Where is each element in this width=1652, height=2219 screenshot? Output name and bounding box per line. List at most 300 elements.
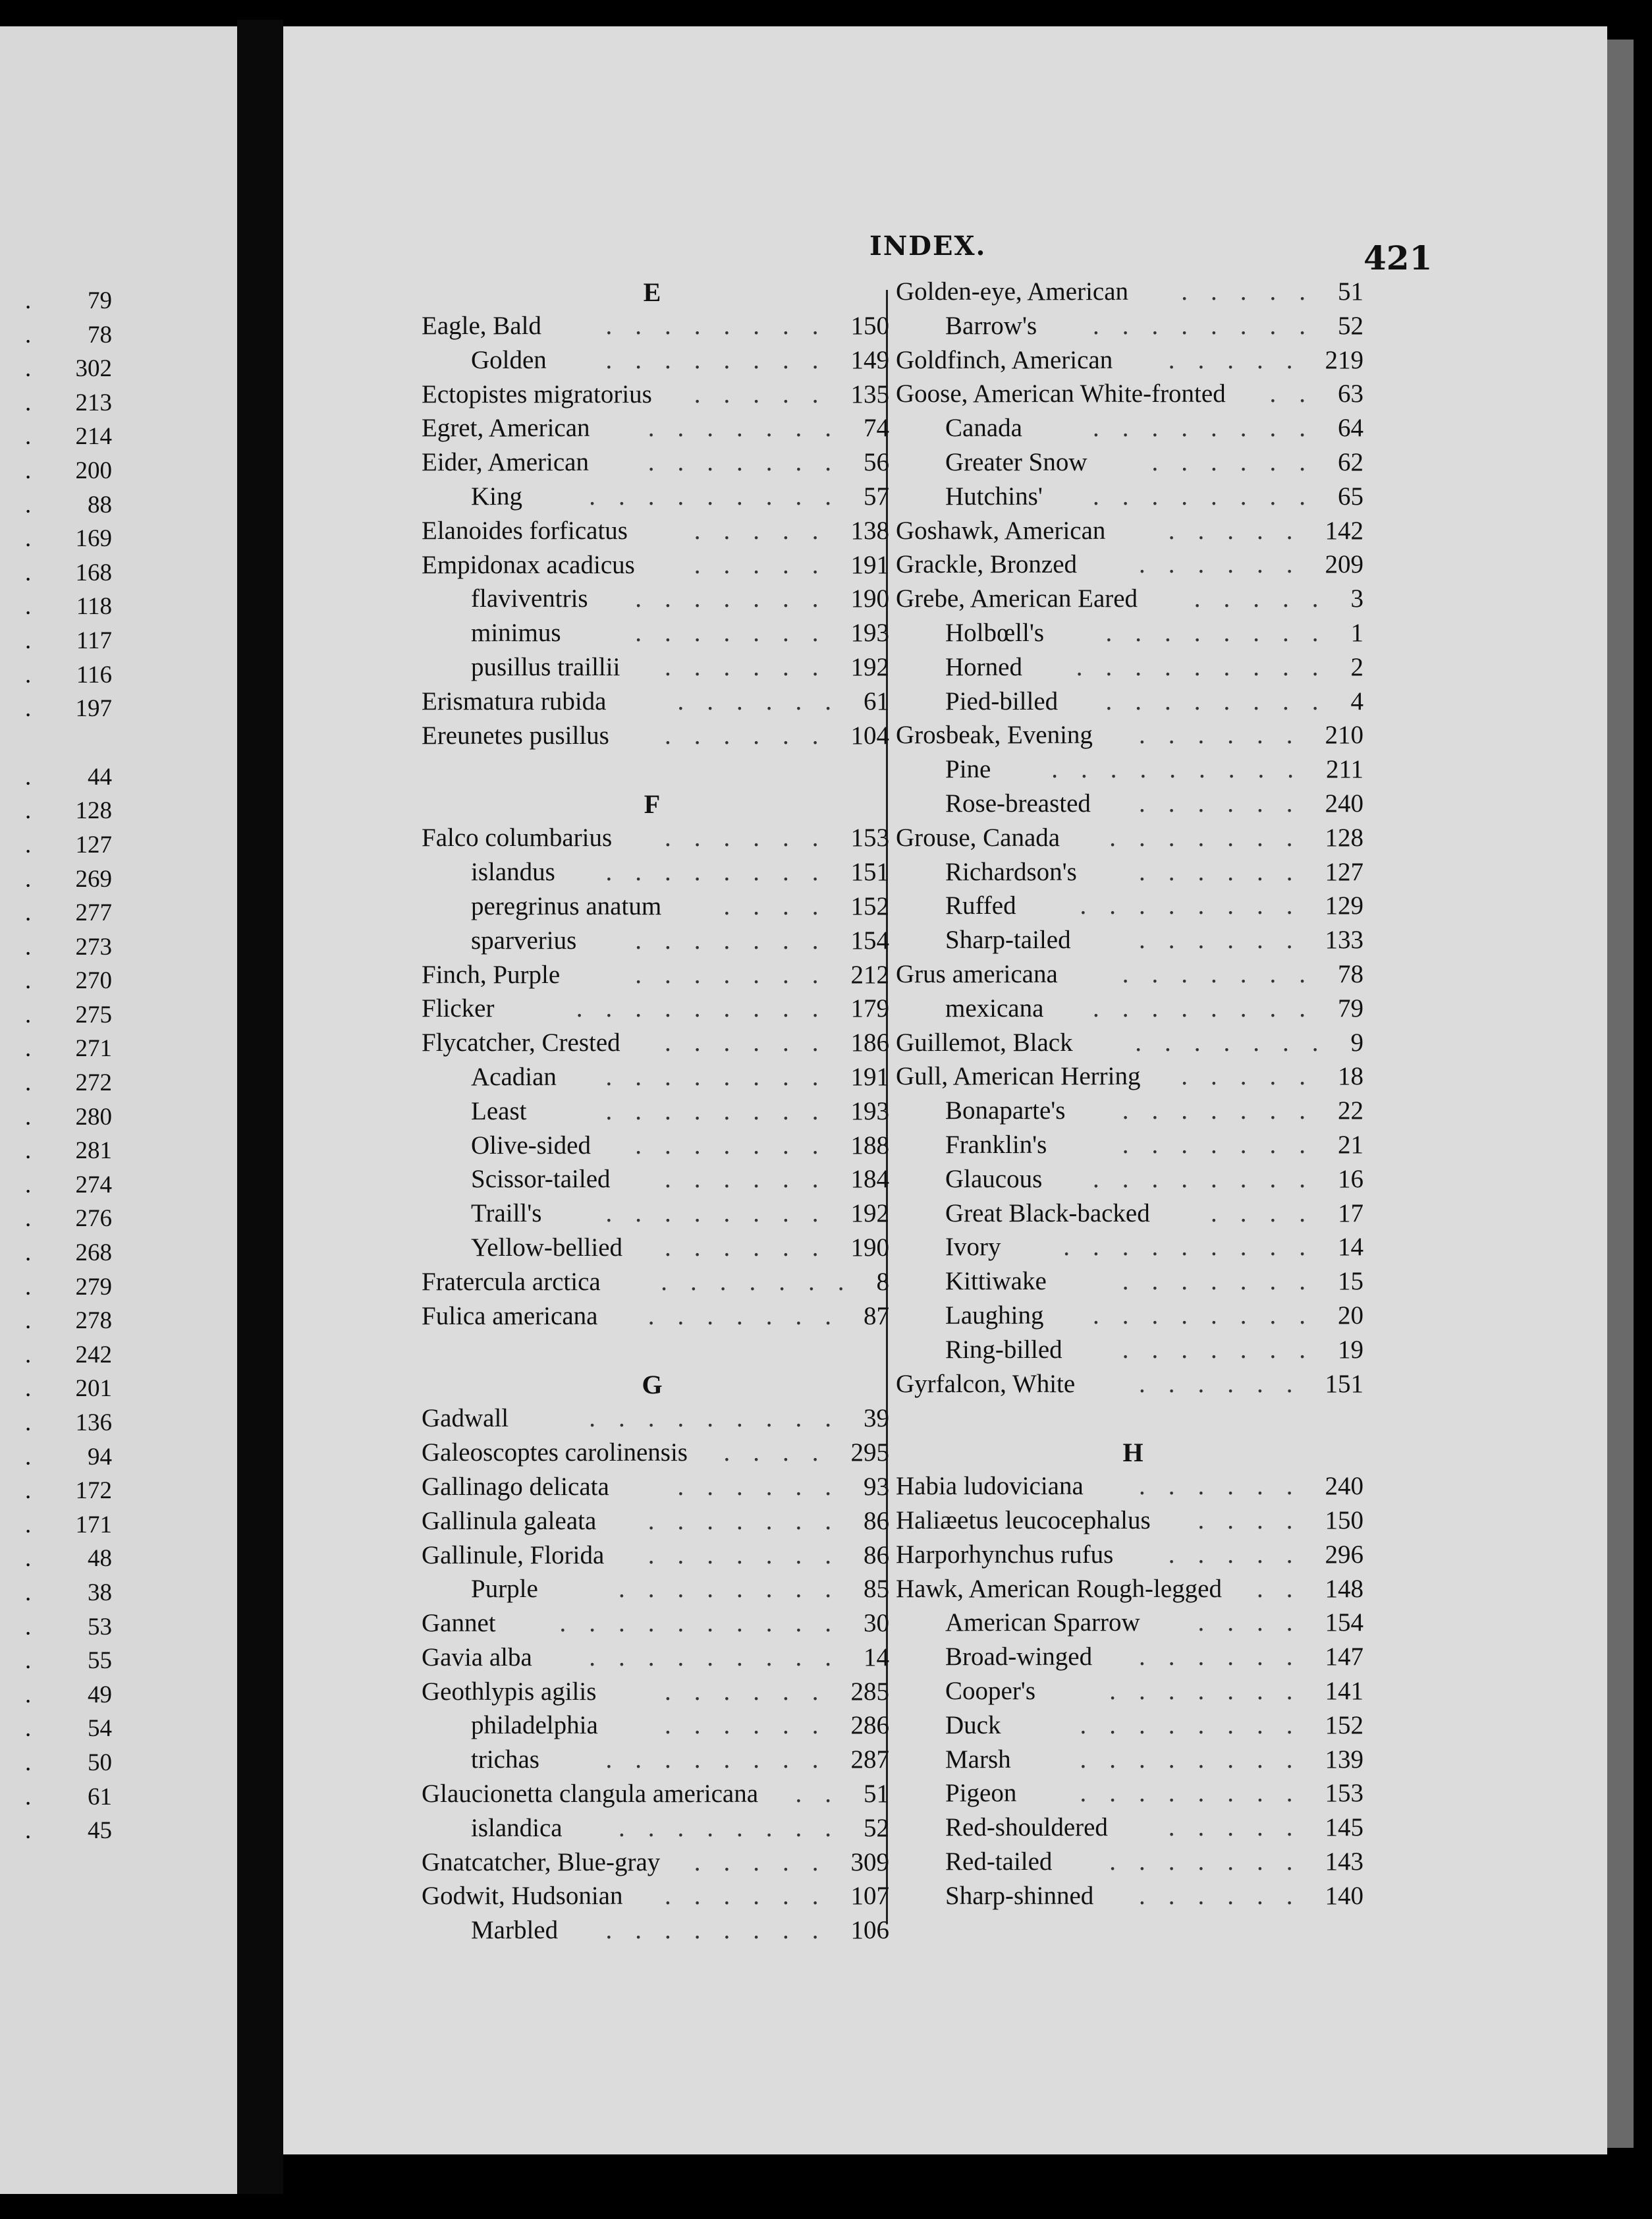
entry-name: flaviventris bbox=[471, 584, 588, 613]
index-entry bbox=[883, 1642, 1383, 1676]
facing-page-number: 44 bbox=[88, 763, 112, 791]
entry-page: 133 bbox=[1325, 926, 1363, 955]
leader-dot: . bbox=[25, 1069, 32, 1097]
entry-page: 143 bbox=[1325, 1847, 1363, 1876]
entry-page: 153 bbox=[1325, 1779, 1363, 1808]
leader-dot: . bbox=[25, 933, 32, 961]
facing-page-number: 171 bbox=[75, 1511, 112, 1538]
index-entry bbox=[408, 1096, 896, 1131]
leader-dots: ..... bbox=[1168, 1813, 1316, 1842]
leader-dots: .... bbox=[723, 891, 842, 920]
leader-dot: . bbox=[25, 1171, 32, 1198]
leader-dot: . bbox=[25, 1137, 32, 1165]
book-gutter bbox=[237, 20, 283, 2194]
entry-name: peregrinus anatum bbox=[471, 891, 662, 920]
index-entry bbox=[883, 413, 1383, 447]
index-column-left bbox=[408, 277, 896, 1950]
facing-page-entry bbox=[0, 1714, 132, 1749]
leader-dots: ......... bbox=[1063, 1233, 1329, 1262]
entry-page: 191 bbox=[850, 550, 889, 579]
leader-dots: ....... bbox=[1122, 1096, 1329, 1125]
entry-page: 51 bbox=[1338, 277, 1363, 306]
index-entry bbox=[408, 1677, 896, 1711]
entry-page: 148 bbox=[1325, 1574, 1363, 1603]
entry-name: trichas bbox=[471, 1745, 539, 1774]
facing-page-number: 55 bbox=[88, 1647, 112, 1675]
leader-dots: ........ bbox=[1105, 618, 1342, 647]
entry-page: 52 bbox=[864, 1813, 889, 1842]
leader-dots: ......... bbox=[589, 482, 854, 511]
index-entry bbox=[883, 823, 1383, 857]
facing-page-number: 276 bbox=[75, 1205, 112, 1233]
entry-page: 151 bbox=[1325, 1369, 1363, 1398]
facing-page-number: 269 bbox=[75, 865, 112, 893]
leader-dots: ...... bbox=[665, 652, 842, 681]
leader-dot: . bbox=[25, 1307, 32, 1335]
index-entry bbox=[883, 857, 1383, 891]
leader-dots: ..... bbox=[1181, 1062, 1329, 1091]
entry-name: Gallinule, Florida bbox=[422, 1540, 605, 1569]
leader-dot: . bbox=[25, 389, 32, 416]
facing-page-entry bbox=[0, 1579, 132, 1613]
entry-page: 240 bbox=[1325, 789, 1363, 818]
index-entry bbox=[408, 516, 896, 550]
leader-dots: ....... bbox=[647, 414, 854, 443]
index-entry bbox=[883, 379, 1383, 413]
leader-dot: . bbox=[25, 1001, 32, 1028]
facing-page-entry bbox=[0, 1069, 132, 1103]
leader-dot: . bbox=[25, 1749, 32, 1776]
entry-page: 104 bbox=[850, 721, 889, 750]
facing-page-number: 275 bbox=[75, 1001, 112, 1028]
entry-page: 140 bbox=[1325, 1881, 1363, 1910]
facing-page-number: 168 bbox=[75, 559, 112, 586]
index-entry bbox=[883, 584, 1383, 618]
index-entry bbox=[408, 1847, 896, 1882]
leader-dots: ........ bbox=[605, 1062, 842, 1091]
entry-page: 15 bbox=[1338, 1267, 1363, 1296]
section-spacer bbox=[883, 1403, 1383, 1437]
entry-name: Haliæetus leucocephalus bbox=[896, 1506, 1151, 1535]
entry-page: 21 bbox=[1338, 1130, 1363, 1159]
leader-dot: . bbox=[25, 593, 32, 621]
facing-page-number: 214 bbox=[75, 423, 112, 451]
facing-page-entry bbox=[0, 1341, 132, 1375]
index-entry bbox=[408, 447, 896, 482]
page-edge bbox=[1607, 40, 1634, 2148]
index-entry bbox=[408, 482, 896, 516]
facing-page-entry bbox=[0, 1374, 132, 1409]
index-entry bbox=[408, 1267, 896, 1301]
facing-page-number: 201 bbox=[75, 1375, 112, 1403]
index-entry bbox=[408, 1608, 896, 1643]
facing-page-number: 49 bbox=[88, 1681, 112, 1708]
leader-dots: ......... bbox=[1051, 755, 1317, 784]
leader-dots: ..... bbox=[1194, 584, 1342, 613]
entry-name: Rose-breasted bbox=[945, 789, 1091, 818]
entry-name: Goshawk, American bbox=[896, 516, 1106, 545]
leader-dots: ........ bbox=[1080, 891, 1316, 920]
entry-name: Marbled bbox=[471, 1916, 559, 1945]
index-entry bbox=[408, 1438, 896, 1472]
entry-page: 127 bbox=[1325, 857, 1363, 886]
index-entry bbox=[883, 482, 1383, 516]
entry-page: 184 bbox=[850, 1165, 889, 1194]
facing-page-entry bbox=[0, 1001, 132, 1035]
index-entry bbox=[883, 1778, 1383, 1812]
entry-page: 65 bbox=[1338, 482, 1363, 511]
leader-dots: ...... bbox=[665, 1233, 842, 1262]
index-entry bbox=[408, 1813, 896, 1847]
facing-page-number: 280 bbox=[75, 1103, 112, 1131]
entry-page: 20 bbox=[1338, 1301, 1363, 1330]
entry-page: 2 bbox=[1350, 652, 1363, 681]
entry-name: Marsh bbox=[945, 1745, 1011, 1774]
leader-dots: ...... bbox=[665, 1711, 842, 1740]
entry-page: 212 bbox=[850, 960, 889, 989]
index-entry bbox=[883, 1164, 1383, 1198]
leader-dot: . bbox=[25, 797, 32, 825]
entry-page: 106 bbox=[850, 1916, 889, 1945]
index-entry bbox=[883, 1301, 1383, 1335]
leader-dot: . bbox=[25, 321, 32, 349]
entry-page: 8 bbox=[876, 1267, 889, 1296]
leader-dots: ..... bbox=[1168, 345, 1316, 374]
entry-name: Pied-billed bbox=[945, 687, 1059, 716]
leader-dots: ...... bbox=[1139, 1369, 1316, 1398]
leader-dots: ...... bbox=[1139, 721, 1316, 750]
entry-name: Pigeon bbox=[945, 1779, 1017, 1808]
index-entry bbox=[883, 1369, 1383, 1403]
entry-name: Hutchins' bbox=[945, 482, 1043, 511]
index-entry bbox=[883, 720, 1383, 754]
leader-dots: ........ bbox=[1093, 1164, 1329, 1193]
facing-page-number: 50 bbox=[88, 1749, 112, 1776]
entry-page: 188 bbox=[850, 1131, 889, 1160]
facing-page-entry bbox=[0, 1306, 132, 1341]
entry-name: Goose, American White-fronted bbox=[896, 379, 1226, 408]
leader-dots: ........ bbox=[605, 312, 842, 340]
facing-page-entry bbox=[0, 321, 132, 355]
entry-name: Richardson's bbox=[945, 857, 1077, 886]
entry-name: Hawk, American Rough-legged bbox=[896, 1574, 1222, 1603]
leader-dots: ..... bbox=[694, 516, 842, 545]
index-entry bbox=[408, 1403, 896, 1438]
facing-page-entry bbox=[0, 1443, 132, 1477]
entry-name: Purple bbox=[471, 1575, 538, 1604]
leader-dot: . bbox=[25, 1579, 32, 1606]
index-entry bbox=[883, 994, 1383, 1028]
index-entry bbox=[883, 1232, 1383, 1266]
facing-page-entry bbox=[0, 1204, 132, 1239]
index-entry bbox=[883, 1266, 1383, 1301]
leader-dots: .... bbox=[1211, 1198, 1329, 1227]
entry-name: Red-shouldered bbox=[945, 1813, 1108, 1842]
facing-page-number: 94 bbox=[88, 1443, 112, 1471]
facing-page-number: 278 bbox=[75, 1307, 112, 1335]
leader-dot: . bbox=[25, 457, 32, 484]
entry-name: Elanoides forficatus bbox=[422, 516, 628, 545]
entry-name: Holbœll's bbox=[945, 618, 1045, 647]
leader-dots: ......... bbox=[589, 1643, 854, 1671]
facing-page-number: 128 bbox=[75, 797, 112, 825]
entry-page: 63 bbox=[1338, 379, 1363, 408]
entry-page: 79 bbox=[1338, 994, 1363, 1023]
entry-page: 141 bbox=[1325, 1677, 1363, 1706]
index-entry bbox=[883, 1710, 1383, 1745]
index-entry bbox=[408, 823, 896, 857]
section-spacer bbox=[408, 754, 896, 789]
index-entry bbox=[408, 857, 896, 891]
leader-dots: ....... bbox=[647, 1540, 854, 1569]
leader-dots: .... bbox=[723, 1438, 842, 1467]
entry-name: Barrow's bbox=[945, 311, 1037, 340]
entry-name: Empidonax acadicus bbox=[422, 550, 635, 579]
leader-dots: ........ bbox=[605, 858, 842, 887]
index-entry bbox=[883, 1061, 1383, 1096]
entry-name: Gavia alba bbox=[422, 1643, 532, 1671]
leader-dots: ...... bbox=[1139, 550, 1316, 579]
index-entry bbox=[883, 925, 1383, 959]
leader-dot: . bbox=[25, 1035, 32, 1063]
index-entry bbox=[883, 1505, 1383, 1540]
facing-page-entry bbox=[0, 1171, 132, 1205]
entry-page: 87 bbox=[864, 1301, 889, 1330]
entry-page: 85 bbox=[864, 1575, 889, 1604]
leader-dot: . bbox=[25, 1511, 32, 1538]
entry-name: Erismatura rubida bbox=[422, 687, 607, 716]
index-entry bbox=[408, 345, 896, 379]
index-entry bbox=[408, 618, 896, 652]
entry-name: Flicker bbox=[422, 994, 495, 1023]
leader-dot: . bbox=[25, 287, 32, 314]
entry-name: mexicana bbox=[945, 994, 1044, 1023]
entry-page: 285 bbox=[850, 1677, 889, 1706]
entry-name: Horned bbox=[945, 652, 1022, 681]
facing-page-entry bbox=[0, 763, 132, 797]
entry-page: 1 bbox=[1350, 618, 1363, 647]
leader-dots: ........ bbox=[1080, 1710, 1316, 1739]
entry-page: 150 bbox=[1325, 1506, 1363, 1535]
leader-dots: ....... bbox=[1122, 1267, 1329, 1296]
leader-dots: ....... bbox=[635, 926, 842, 955]
entry-page: 78 bbox=[1338, 959, 1363, 988]
index-entry bbox=[408, 926, 896, 960]
entry-page: 142 bbox=[1325, 516, 1363, 545]
leader-dots: ...... bbox=[1139, 1643, 1316, 1671]
facing-page-entry bbox=[0, 1613, 132, 1647]
facing-page-entry bbox=[0, 422, 132, 457]
entry-name: Acadian bbox=[471, 1062, 557, 1091]
entry-name: pusillus traillii bbox=[471, 652, 620, 681]
facing-page-number: 281 bbox=[75, 1137, 112, 1165]
facing-page-entry bbox=[0, 1409, 132, 1443]
leader-dots: ..... bbox=[1168, 1540, 1316, 1569]
entry-name: Gadwall bbox=[422, 1404, 509, 1433]
index-entry bbox=[883, 1471, 1383, 1505]
entry-page: 138 bbox=[850, 516, 889, 545]
entry-name: Great Black-backed bbox=[945, 1198, 1150, 1227]
entry-page: 107 bbox=[850, 1882, 889, 1911]
facing-page-gap bbox=[0, 729, 132, 763]
facing-page-entry bbox=[0, 354, 132, 389]
index-entry bbox=[408, 1540, 896, 1575]
leader-dot: . bbox=[25, 1273, 32, 1301]
entry-page: 51 bbox=[864, 1780, 889, 1809]
leader-dots: ....... bbox=[635, 619, 842, 648]
entry-page: 61 bbox=[864, 687, 889, 716]
index-entry bbox=[408, 1164, 896, 1198]
index-entry bbox=[408, 1198, 896, 1233]
entry-page: 9 bbox=[1350, 1028, 1363, 1057]
index-entry bbox=[883, 1028, 1383, 1062]
index-entry bbox=[408, 1506, 896, 1540]
entry-page: 153 bbox=[850, 824, 889, 853]
index-entry bbox=[883, 1540, 1383, 1574]
section-letter: H bbox=[1122, 1438, 1143, 1468]
section-letter: G bbox=[642, 1370, 663, 1400]
facing-page-entry bbox=[0, 1103, 132, 1137]
entry-page: 30 bbox=[864, 1609, 889, 1638]
leader-dot: . bbox=[25, 1647, 32, 1675]
entry-name: Galeoscoptes carolinensis bbox=[422, 1438, 688, 1467]
page-title: INDEX. bbox=[869, 231, 987, 262]
facing-page-entry bbox=[0, 1783, 132, 1817]
leader-dots: ......... bbox=[1076, 652, 1342, 681]
index-entry bbox=[408, 1301, 896, 1335]
index-entry bbox=[883, 1812, 1383, 1847]
entry-name: Grebe, American Eared bbox=[896, 584, 1138, 613]
entry-page: 86 bbox=[864, 1540, 889, 1569]
facing-page-entry bbox=[0, 661, 132, 695]
entry-name: Pine bbox=[945, 755, 991, 784]
leader-dot: . bbox=[25, 1545, 32, 1573]
index-entry bbox=[883, 687, 1383, 721]
facing-page-number: 270 bbox=[75, 967, 112, 995]
entry-name: Flycatcher, Crested bbox=[422, 1028, 620, 1057]
index-entry bbox=[408, 721, 896, 755]
index-entry bbox=[883, 1130, 1383, 1164]
leader-dot: . bbox=[25, 1239, 32, 1267]
leader-dots: ........ bbox=[605, 1096, 842, 1125]
index-entry bbox=[883, 1608, 1383, 1642]
leader-dot: . bbox=[25, 1477, 32, 1505]
index-entry bbox=[883, 549, 1383, 584]
index-entry bbox=[883, 1198, 1383, 1233]
entry-page: 186 bbox=[850, 1028, 889, 1057]
leader-dots: ...... bbox=[1151, 447, 1329, 476]
entry-page: 240 bbox=[1325, 1472, 1363, 1501]
facing-page-entry bbox=[0, 1544, 132, 1579]
entry-page: 287 bbox=[850, 1745, 889, 1774]
index-entry bbox=[883, 959, 1383, 994]
facing-page-number: 38 bbox=[88, 1579, 112, 1606]
entry-page: 191 bbox=[850, 1062, 889, 1091]
leader-dots: ..... bbox=[1181, 277, 1329, 306]
leader-dots: ......... bbox=[589, 1404, 854, 1433]
entry-name: Scissor-tailed bbox=[471, 1165, 611, 1194]
index-entry bbox=[408, 413, 896, 447]
leader-dots: ....... bbox=[1122, 959, 1329, 988]
entry-page: 193 bbox=[850, 1096, 889, 1125]
entry-name: American Sparrow bbox=[945, 1608, 1140, 1637]
facing-page-entry bbox=[0, 1137, 132, 1171]
facing-page-number: 279 bbox=[75, 1273, 112, 1301]
facing-page-number: 197 bbox=[75, 695, 112, 723]
facing-page-entry bbox=[0, 1646, 132, 1681]
leader-dots: ......... bbox=[576, 994, 842, 1023]
facing-page-entry bbox=[0, 1034, 132, 1069]
entry-page: 154 bbox=[850, 926, 889, 955]
entry-name: Olive-sided bbox=[471, 1131, 591, 1160]
facing-page-number: 61 bbox=[88, 1783, 112, 1811]
facing-page-number: 127 bbox=[75, 831, 112, 858]
entry-name: Golden-eye, American bbox=[896, 277, 1129, 306]
entry-page: 147 bbox=[1325, 1643, 1363, 1671]
entry-name: Ruffed bbox=[945, 891, 1016, 920]
entry-page: 209 bbox=[1325, 550, 1363, 579]
index-entry bbox=[408, 1710, 896, 1745]
leader-dots: ........ bbox=[605, 1199, 842, 1228]
entry-name: Kittiwake bbox=[945, 1267, 1047, 1296]
entry-page: 17 bbox=[1338, 1198, 1363, 1227]
index-entry bbox=[408, 1915, 896, 1950]
leader-dots: ........ bbox=[1080, 1745, 1316, 1774]
facing-page-number: 54 bbox=[88, 1715, 112, 1743]
entry-page: 211 bbox=[1325, 755, 1363, 784]
entry-page: 74 bbox=[864, 414, 889, 443]
entry-name: Franklin's bbox=[945, 1130, 1047, 1159]
index-entry bbox=[883, 1745, 1383, 1779]
facing-page-number: 272 bbox=[75, 1069, 112, 1097]
section-letter: E bbox=[643, 277, 661, 307]
leader-dots: ....... bbox=[635, 960, 842, 989]
entry-page: 3 bbox=[1350, 584, 1363, 613]
entry-name: Golden bbox=[471, 345, 547, 374]
facing-page-entry bbox=[0, 967, 132, 1001]
index-entry bbox=[883, 1574, 1383, 1608]
entry-page: 219 bbox=[1325, 345, 1363, 374]
facing-page-number: 242 bbox=[75, 1341, 112, 1368]
leader-dots: ........ bbox=[605, 1745, 842, 1774]
leader-dots: .... bbox=[1198, 1608, 1316, 1637]
entry-page: 192 bbox=[850, 1199, 889, 1228]
entry-name: Sharp-tailed bbox=[945, 926, 1071, 955]
leader-dots: ...... bbox=[665, 1677, 842, 1706]
leader-dots: .. bbox=[1257, 1574, 1316, 1603]
leader-dots: ....... bbox=[1109, 823, 1316, 852]
entry-page: 93 bbox=[864, 1472, 889, 1501]
entry-name: Gull, American Herring bbox=[896, 1062, 1141, 1091]
facing-page-entry bbox=[0, 627, 132, 661]
index-entry bbox=[408, 584, 896, 618]
leader-dot: . bbox=[25, 491, 32, 519]
index-entry bbox=[408, 1779, 896, 1813]
leader-dots: ..... bbox=[694, 1847, 842, 1876]
facing-page-number: 79 bbox=[88, 287, 112, 314]
index-entry bbox=[408, 1131, 896, 1165]
entry-page: 210 bbox=[1325, 721, 1363, 750]
entry-page: 152 bbox=[1325, 1710, 1363, 1739]
index-entry bbox=[883, 754, 1383, 789]
leader-dots: ........ bbox=[1093, 414, 1329, 443]
leader-dot: . bbox=[25, 1103, 32, 1131]
leader-dots: ..... bbox=[1168, 516, 1316, 545]
entry-name: Greater Snow bbox=[945, 447, 1088, 476]
index-entry bbox=[408, 994, 896, 1028]
entry-name: Eagle, Bald bbox=[422, 312, 541, 340]
entry-name: islandica bbox=[471, 1813, 563, 1842]
